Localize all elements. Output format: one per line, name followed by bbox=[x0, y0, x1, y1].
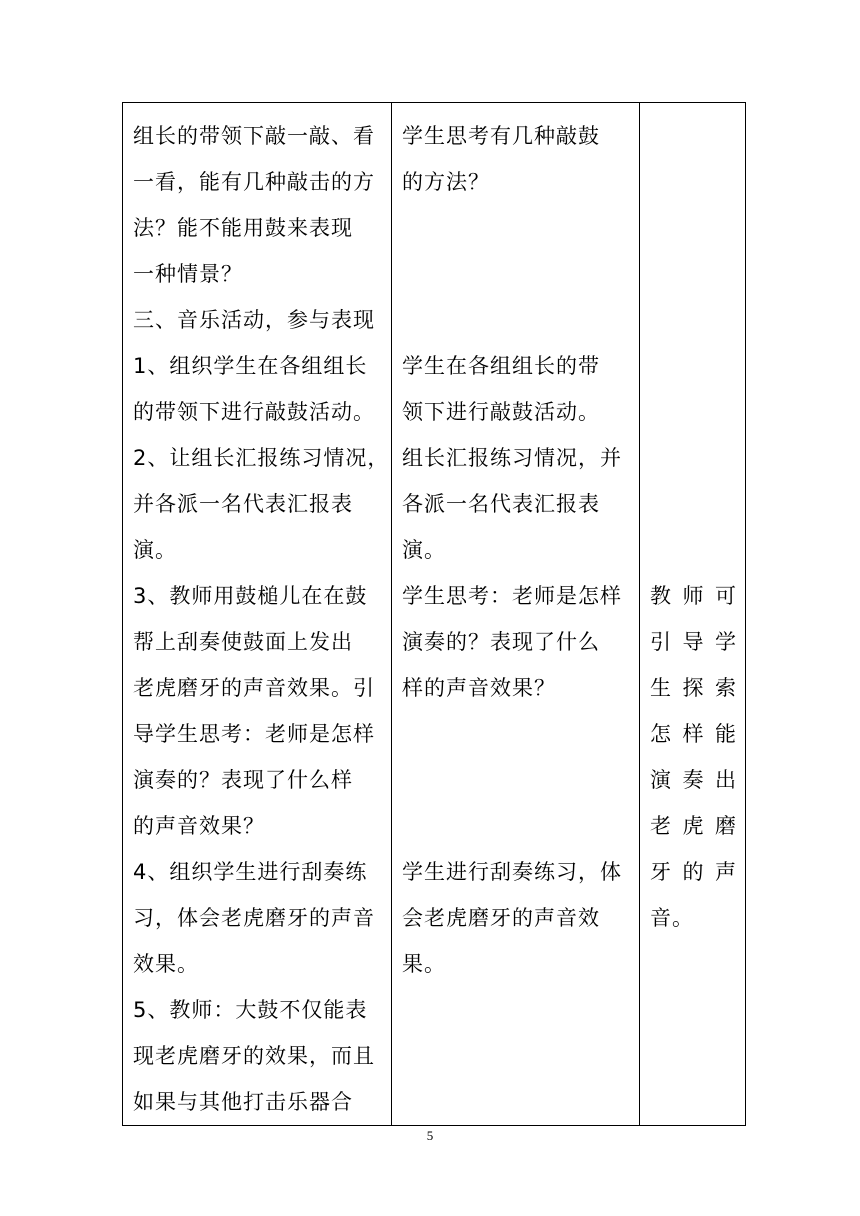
notes-text bbox=[640, 103, 745, 941]
text-line: 牙 的 声 bbox=[650, 860, 737, 884]
blank-line bbox=[402, 803, 631, 849]
blank-line bbox=[650, 435, 737, 481]
text-line: 音。 bbox=[650, 906, 694, 930]
text-line: 生 探 索 bbox=[650, 676, 737, 700]
page-number: 5 bbox=[426, 1128, 434, 1143]
table-row bbox=[123, 103, 746, 1126]
text-line: 样的声音效果？ bbox=[402, 676, 556, 700]
text-line: 2、让组长汇报练习情况， bbox=[133, 446, 390, 470]
text-line: 教 师 可 bbox=[650, 584, 737, 608]
text-line: 演 奏 出 bbox=[650, 768, 737, 792]
blank-line bbox=[402, 297, 631, 343]
text-line: 并各派一名代表汇报表 bbox=[133, 492, 353, 516]
text-line: 领下进行敲鼓活动。 bbox=[402, 400, 600, 424]
text-line: 演。 bbox=[133, 538, 177, 562]
blank-line bbox=[650, 389, 737, 435]
text-line: 引 导 学 bbox=[650, 630, 737, 654]
text-line: 现老虎磨牙的效果，而且 bbox=[133, 1044, 375, 1068]
text-line: 导学生思考：老师是怎样 bbox=[133, 722, 375, 746]
blank-line bbox=[650, 113, 737, 159]
blank-line bbox=[402, 205, 631, 251]
text-line: 如果与其他打击乐器合 bbox=[133, 1090, 353, 1114]
text-line: 怎 样 能 bbox=[650, 722, 737, 746]
text-line: 演。 bbox=[402, 538, 446, 562]
text-line: 老 虎 磨 bbox=[650, 814, 737, 838]
text-line: 果。 bbox=[402, 952, 446, 976]
text-line: 组长的带领下敲一敲、看 bbox=[133, 124, 375, 148]
text-line: 演奏的？表现了什么 bbox=[402, 630, 600, 654]
text-line: 学生在各组组长的带 bbox=[402, 354, 600, 378]
notes-cell bbox=[640, 103, 746, 1126]
text-line: 演奏的？表现了什么样 bbox=[133, 768, 353, 792]
text-line: 老虎磨牙的声音效果。引 bbox=[133, 676, 375, 700]
text-line: 组长汇报练习情况，并 bbox=[402, 446, 622, 470]
text-line: 5、教师：大鼓不仅能表 bbox=[133, 998, 368, 1022]
teacher-activity-cell bbox=[123, 103, 392, 1126]
blank-line bbox=[402, 711, 631, 757]
blank-line bbox=[650, 159, 737, 205]
text-line: 三、音乐活动，参与表现 bbox=[133, 308, 375, 332]
text-line: 学生进行刮奏练习，体 bbox=[402, 860, 622, 884]
text-line: 的声音效果？ bbox=[133, 814, 265, 838]
text-line: 法？能不能用鼓来表现 bbox=[133, 216, 353, 240]
blank-line bbox=[650, 527, 737, 573]
text-line: 3、教师用鼓槌儿在在鼓 bbox=[133, 584, 368, 608]
text-line: 效果。 bbox=[133, 952, 199, 976]
text-line: 4、组织学生进行刮奏练 bbox=[133, 860, 368, 884]
blank-line bbox=[402, 251, 631, 297]
text-line: 1、组织学生在各组组长 bbox=[133, 354, 368, 378]
text-line: 各派一名代表汇报表 bbox=[402, 492, 600, 516]
blank-line bbox=[650, 205, 737, 251]
text-line: 帮上刮奏使鼓面上发出 bbox=[133, 630, 353, 654]
blank-line bbox=[650, 297, 737, 343]
text-line: 习，体会老虎磨牙的声音 bbox=[133, 906, 375, 930]
student-activity-cell bbox=[392, 103, 640, 1126]
blank-line bbox=[650, 251, 737, 297]
text-line: 一种情景？ bbox=[133, 262, 243, 286]
text-line: 的带领下进行敲鼓活动。 bbox=[133, 400, 375, 424]
lesson-plan-table bbox=[122, 102, 746, 1126]
text-line: 学生思考：老师是怎样 bbox=[402, 584, 622, 608]
blank-line bbox=[402, 757, 631, 803]
text-line: 会老虎磨牙的声音效 bbox=[402, 906, 600, 930]
blank-line bbox=[650, 343, 737, 389]
text-line: 的方法？ bbox=[402, 170, 490, 194]
text-line: 一看，能有几种敲击的方 bbox=[133, 170, 375, 194]
blank-line bbox=[650, 481, 737, 527]
teacher-activity-text bbox=[123, 103, 391, 1125]
text-line: 学生思考有几种敲鼓 bbox=[402, 124, 600, 148]
student-activity-text bbox=[392, 103, 639, 987]
